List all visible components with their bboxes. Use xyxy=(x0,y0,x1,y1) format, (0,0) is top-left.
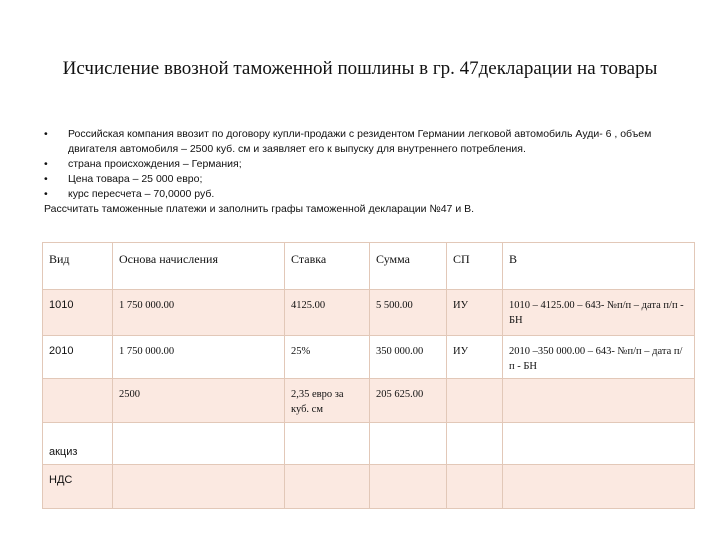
bullet-text: Российская компания ввозит по договору купли-продажи с резидентом Германии легковой автомобиль Ауди- 6 , объем двигателя автомобиля – 2500 куб. см и заявляет его к выпуску для внутреннего потребления. xyxy=(68,128,652,155)
bullet-marker: • xyxy=(44,158,48,170)
table-cell: акциз xyxy=(43,423,113,465)
table-cell: 2010 –350 000.00 – 643- №п/п – дата п/п - БН xyxy=(503,336,695,379)
header-cell: СП xyxy=(447,243,503,290)
table-cell: 205 625.00 xyxy=(370,379,447,423)
table-cell xyxy=(503,379,695,423)
table-row xyxy=(43,423,695,465)
table-row xyxy=(43,379,695,423)
table-cell: 4125.00 xyxy=(285,290,370,336)
table-cell xyxy=(285,465,370,509)
customs-duty-table xyxy=(42,242,695,509)
table-row xyxy=(43,336,695,379)
header-cell: Вид xyxy=(43,243,113,290)
table-cell: 1 750 000.00 xyxy=(113,336,285,379)
table-cell xyxy=(113,465,285,509)
bullet-item xyxy=(44,157,684,172)
table-cell xyxy=(447,423,503,465)
table-cell: 5 500.00 xyxy=(370,290,447,336)
bullet-item xyxy=(44,187,684,202)
bullet-item xyxy=(44,172,684,187)
header-cell: В xyxy=(503,243,695,290)
table-row xyxy=(43,290,695,336)
table-cell xyxy=(447,465,503,509)
page-title: Исчисление ввозной таможенной пошлины в гр. 47декларации на товары xyxy=(62,58,658,79)
header-cell: Сумма xyxy=(370,243,447,290)
table-cell xyxy=(503,465,695,509)
header-cell: Основа начисления xyxy=(113,243,285,290)
table-cell: 1 750 000.00 xyxy=(113,290,285,336)
table-row xyxy=(43,465,695,509)
header-cell: Ставка xyxy=(285,243,370,290)
table-cell: 2010 xyxy=(43,336,113,379)
table-cell xyxy=(370,465,447,509)
bullet-item xyxy=(44,127,684,157)
task-text: Рассчитать таможенные платежи и заполнить графы таможенной декларации №47 и В. xyxy=(44,203,475,215)
table-cell: 1010 xyxy=(43,290,113,336)
table-cell xyxy=(503,423,695,465)
table-cell: 1010 – 4125.00 – 643- №п/п – дата п/п - БН xyxy=(503,290,695,336)
table-cell: 350 000.00 xyxy=(370,336,447,379)
table-header-row xyxy=(43,243,695,290)
table-cell: НДС xyxy=(43,465,113,509)
table-cell xyxy=(113,423,285,465)
table-cell: ИУ xyxy=(447,290,503,336)
table-cell xyxy=(447,379,503,423)
bullet-text: курс пересчета – 70,0000 руб. xyxy=(68,188,215,200)
table-cell xyxy=(43,379,113,423)
bullet-text: страна происхождения – Германия; xyxy=(68,158,242,170)
table-cell: 2,35 евро за куб. см xyxy=(285,379,370,423)
problem-statement xyxy=(44,127,684,217)
table-cell xyxy=(285,423,370,465)
bullet-marker: • xyxy=(44,188,48,200)
bullet-marker: • xyxy=(44,128,48,140)
table-cell: 2500 xyxy=(113,379,285,423)
table-cell: 25% xyxy=(285,336,370,379)
table-cell xyxy=(370,423,447,465)
table-cell: ИУ xyxy=(447,336,503,379)
bullet-marker: • xyxy=(44,173,48,185)
bullet-text: Цена товара – 25 000 евро; xyxy=(68,173,203,185)
